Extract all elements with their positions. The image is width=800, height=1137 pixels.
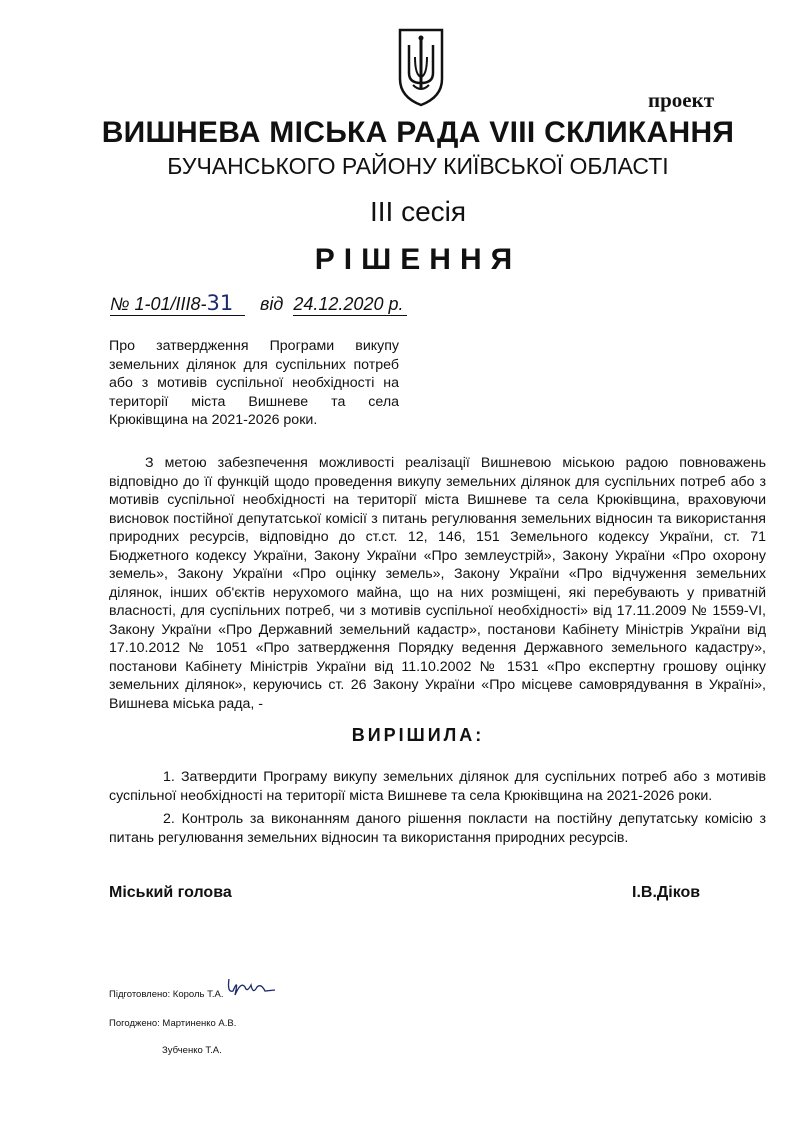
decision-date: 24.12.2020 р. — [293, 294, 407, 316]
resolved-heading: ВИРІШИЛА: — [351, 725, 485, 745]
project-label: проект — [648, 88, 715, 112]
prepared-by: Підготовлено: Король Т.А. — [109, 989, 224, 1000]
coat-of-arms-icon — [397, 27, 445, 107]
preamble-paragraph: З метою забезпечення можливості реалізації Вишневою міською радою повноважень відповідно до її функцій щодо проведення викупу земельних ділянок для суспільних потреб або з мотивів суспільної необхідності на території міста Вишневе та села Крюківщина, враховуючи висновок постійної депутатської комісії з питань регулювання земельних відносин та використання природних ресурсів, відповідно до ст.ст. 12, 146, 151 Земельного кодексу України, ст. 71 Бюджетного кодексу України, Закону України «Про землеустрій», Закону України «Про охорону земель», Закону України «Про оцінку земель», Закону України «Про відчуження земельних ділянок, інших об'єктів нерухомого майна, що на них розміщені, які перебувають у приватній власності, для суспільних потреб, чи з мотивів суспільної необхідності» від 17.11.2009 № 1559-VI, Закону України «Про Державний земельний кадастр», постанови Кабінету Міністрів України від 17.10.2012 № 1051 «Про затвердження Порядку ведення Державного земельного кадастру», постанови Кабінету Міністрів України від 11.10.2002 № 1531 «Про експертну грошову оцінку земельних ділянок», керуючись ст. 26 Закону України «Про місцеве самоврядування в Україні», Вишнева міська рада, - — [109, 455, 766, 712]
council-name: ВИШНЕВА МІСЬКА РАДА VIII СКЛИКАННЯ — [101, 116, 735, 149]
district-name: БУЧАНСЬКОГО РАЙОНУ КИЇВСЬКОЇ ОБЛАСТІ — [167, 153, 669, 179]
session-title: ІІІ сесія — [369, 196, 467, 227]
decision-number-prefix: № 1-01/ІІІ8- — [110, 294, 207, 314]
handwritten-number: 31 — [206, 291, 234, 315]
mayor-name: І.В.Діков — [632, 884, 701, 901]
agreed-by-second: Зубченко Т.А. — [162, 1045, 222, 1056]
handwritten-signature-icon — [225, 973, 277, 1001]
resolution-item-1: 1. Затвердити Програму викупу земельних ділянок для суспільних потреб або з мотивів суспільної необхідності на території міста Вишневе та села Крюківщина на 2021-2026 роки. — [109, 769, 766, 804]
decision-number — [110, 291, 245, 316]
mayor-label: Міський голова — [109, 884, 232, 901]
document-type: РІШЕННЯ — [314, 243, 522, 276]
date-from-label: від — [260, 294, 284, 314]
resolution-item-2: 2. Контроль за виконанням даного рішення покласти на постійну депутатську комісію з питань регулювання земельних відносин та використання природних ресурсів. — [109, 811, 766, 846]
agreed-by: Погоджено: Мартиненко А.В. — [109, 1018, 237, 1029]
decision-subject: Про затвердження Програми викупу земельних ділянок для суспільних потреб або з мотивів суспільної необхідності на території міста Вишневе та села Крюківщина на 2021-2026 роки. — [109, 338, 399, 428]
decision-number-line — [110, 291, 407, 316]
